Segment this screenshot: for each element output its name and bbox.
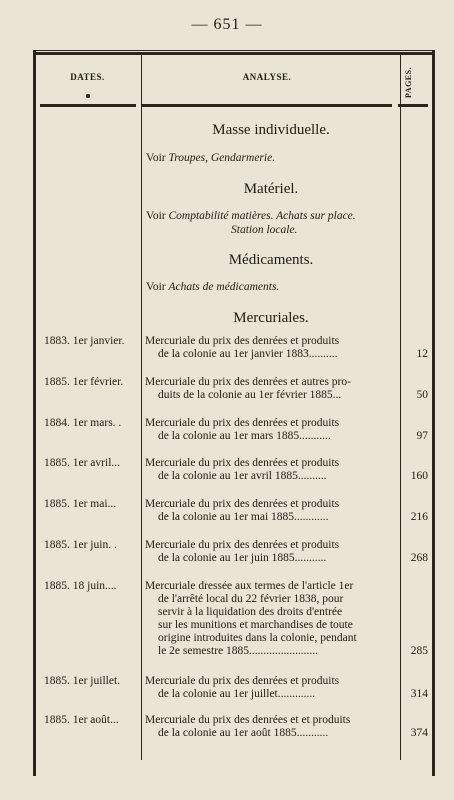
entry-date: 1885. 1er juin. . [44, 539, 117, 551]
section-title: Masse individuelle. [212, 122, 330, 138]
entry-date: 1883. 1er janvier. [44, 335, 125, 347]
entry-page: 97 [416, 430, 428, 442]
entry-page: 160 [410, 470, 428, 482]
entry-page: 50 [416, 389, 428, 401]
entry-date: 1884. 1er mars. . [44, 417, 122, 429]
entry-text: Mercuriale dressée aux termes de l'article 1er de l'arrêté local du 22 février 1838, pour servir à la liquidation des droits d'entrée sur les munitions et marchandises de toute origine introduites dans la colonie, pendant le 2e semestre 1885........................ [145, 580, 357, 657]
entry-page: 12 [416, 348, 428, 360]
see-reference: Voir Comptabilité matières. Achats sur place. Station locale. [146, 210, 356, 236]
section-title: Mercuriales. [233, 310, 309, 326]
column-header-analyse: ANALYSE. [242, 72, 292, 82]
header-underline-dates [40, 104, 136, 107]
header-underline-analyse [142, 104, 392, 107]
section-title: Matériel. [243, 181, 299, 197]
entry-page: 285 [410, 645, 428, 657]
entry-page: 268 [410, 552, 428, 564]
entry-text: Mercuriale du prix des denrées et produits de la colonie au 1er mai 1885............ [145, 498, 340, 523]
entry-date: 1885. 1er février. [44, 376, 124, 388]
entry-page: 374 [410, 727, 428, 739]
entry-date: 1885. 1er août... [44, 714, 119, 726]
section-title: Médicaments. [228, 252, 314, 268]
ornament-dot [86, 94, 90, 98]
entry-page: 216 [410, 511, 428, 523]
entry-text: Mercuriale du prix des denrées et et produits de la colonie au 1er août 1885........... [145, 714, 351, 739]
column-divider-dates [141, 55, 142, 760]
column-header-pages: PAGES. [404, 66, 413, 98]
entry-date: 1885. 1er avril... [44, 457, 121, 469]
header-rule [33, 52, 435, 55]
entry-text: Mercuriale du prix des denrées et autres pro- duits de la colonie au 1er février 1885... [145, 376, 351, 401]
see-reference: Voir Achats de médicaments. [146, 281, 280, 293]
entry-text: Mercuriale du prix des denrées et produits de la colonie au 1er juin 1885........... [145, 539, 340, 564]
entry-text: Mercuriale du prix des denrées et produits de la colonie au 1er juillet............. [145, 675, 340, 700]
column-divider-pages [400, 55, 401, 760]
entry-text: Mercuriale du prix des denrées et produits de la colonie au 1er janvier 1883.......... [145, 335, 340, 360]
page-number: — 651 — [191, 16, 263, 33]
entry-date: 1885. 1er juillet. [44, 675, 121, 687]
entry-page: 314 [410, 688, 428, 700]
header-underline-pages [398, 104, 428, 107]
entry-date: 1885. 18 juin.... [44, 580, 117, 592]
column-header-dates: DATES. [70, 72, 105, 82]
entry-text: Mercuriale du prix des denrées et produits de la colonie au 1er mars 1885........... [145, 417, 340, 442]
entry-text: Mercuriale du prix des denrées et produits de la colonie au 1er avril 1885.......... [145, 457, 340, 482]
see-reference: Voir Troupes, Gendarmerie. [146, 152, 276, 164]
entry-date: 1885. 1er mai... [44, 498, 117, 510]
